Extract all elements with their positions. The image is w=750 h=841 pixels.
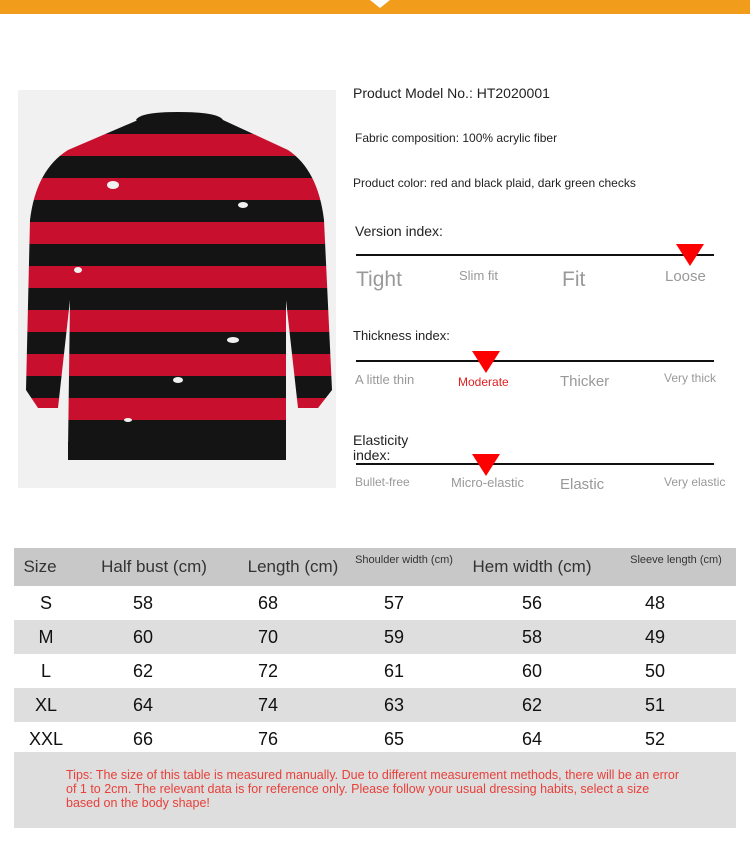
table-row [14,654,736,688]
sweater-illustration [18,90,336,488]
product-model: Product Model No.: HT2020001 [353,85,550,101]
sleeve-length-cell: 52 [644,728,666,749]
length-cell: 76 [257,728,279,749]
product-image [18,90,336,488]
header-size: Size [23,557,57,576]
elasticity-label-bullet-free: Bullet-free [355,475,410,489]
thickness-label-very-thick: Very thick [664,371,717,385]
thickness-label-thicker: Thicker [560,373,610,390]
version-label-fit: Fit [562,268,586,291]
version-marker [676,244,704,266]
version-scale-line [356,254,714,256]
length-cell: 72 [257,660,279,681]
half-bust-cell: 62 [132,660,154,681]
length-cell: 68 [257,592,279,613]
length-cell: 74 [257,694,279,715]
elasticity-scale-line [356,463,714,465]
version-label-loose: Loose [665,268,706,285]
header-length: Length (cm) [247,557,339,576]
thickness-label-moderate: Moderate [458,375,509,389]
header-sleeve-length: Sleeve length (cm) [630,554,722,566]
tips-box [14,752,736,828]
elasticity-label-very-elastic: Very elastic [664,475,726,489]
thickness-marker [472,351,500,373]
size-table [14,548,736,756]
size-table-header [14,548,736,586]
shoulder-width-cell: 63 [383,694,405,715]
hem-width-cell: 64 [521,728,543,749]
half-bust-cell: 58 [132,592,154,613]
size-cell: XL [34,694,58,715]
shoulder-width-cell: 61 [383,660,405,681]
table-row [14,722,736,756]
product-color: Product color: red and black plaid, dark green checks [353,176,636,190]
banner-notch [370,0,390,8]
header-half-bust: Half bust (cm) [101,557,207,576]
table-row [14,688,736,722]
size-cell: S [39,592,52,613]
sleeve-length-cell: 51 [644,694,666,715]
length-cell: 70 [257,626,279,647]
version-label-tight: Tight [356,268,402,291]
tips-text: Tips: The size of this table is measured manually. Due to different measurement methods, there will be an error of 1 to 2cm. The relevant data is for reference only. Please follow your usual dressing habits, select a size based on the body shape! [66,768,680,810]
thickness-scale-line [356,360,714,362]
fabric-composition: Fabric composition: 100% acrylic fiber [355,131,558,145]
shoulder-width-cell: 65 [383,728,405,749]
hem-width-cell: 60 [521,660,543,681]
elasticity-marker [472,454,500,476]
thickness-label-thin: A little thin [355,372,415,387]
header-hem-width: Hem width (cm) [472,557,592,576]
hem-width-cell: 56 [521,592,543,613]
size-cell: M [38,626,54,647]
table-row [14,586,736,620]
half-bust-cell: 64 [132,694,154,715]
table-row [14,620,736,654]
hem-width-cell: 62 [521,694,543,715]
thickness-index-title: Thickness index: [353,328,450,343]
header-shoulder-width: Shoulder width (cm) [355,554,453,566]
elasticity-label-elastic: Elastic [560,476,605,493]
elasticity-label-micro-elastic: Micro-elastic [451,475,524,490]
elasticity-index-title: Elasticity index: [353,432,409,463]
version-label-slim-fit: Slim fit [459,268,498,283]
sleeve-length-cell: 49 [644,626,666,647]
shoulder-width-cell: 57 [383,592,405,613]
sleeve-length-cell: 48 [644,592,666,613]
half-bust-cell: 60 [132,626,154,647]
shoulder-width-cell: 59 [383,626,405,647]
half-bust-cell: 66 [132,728,154,749]
hem-width-cell: 58 [521,626,543,647]
size-cell: L [40,660,51,681]
sleeve-length-cell: 50 [644,660,666,681]
size-cell: XXL [28,728,64,749]
version-index-title: Version index: [355,223,443,239]
